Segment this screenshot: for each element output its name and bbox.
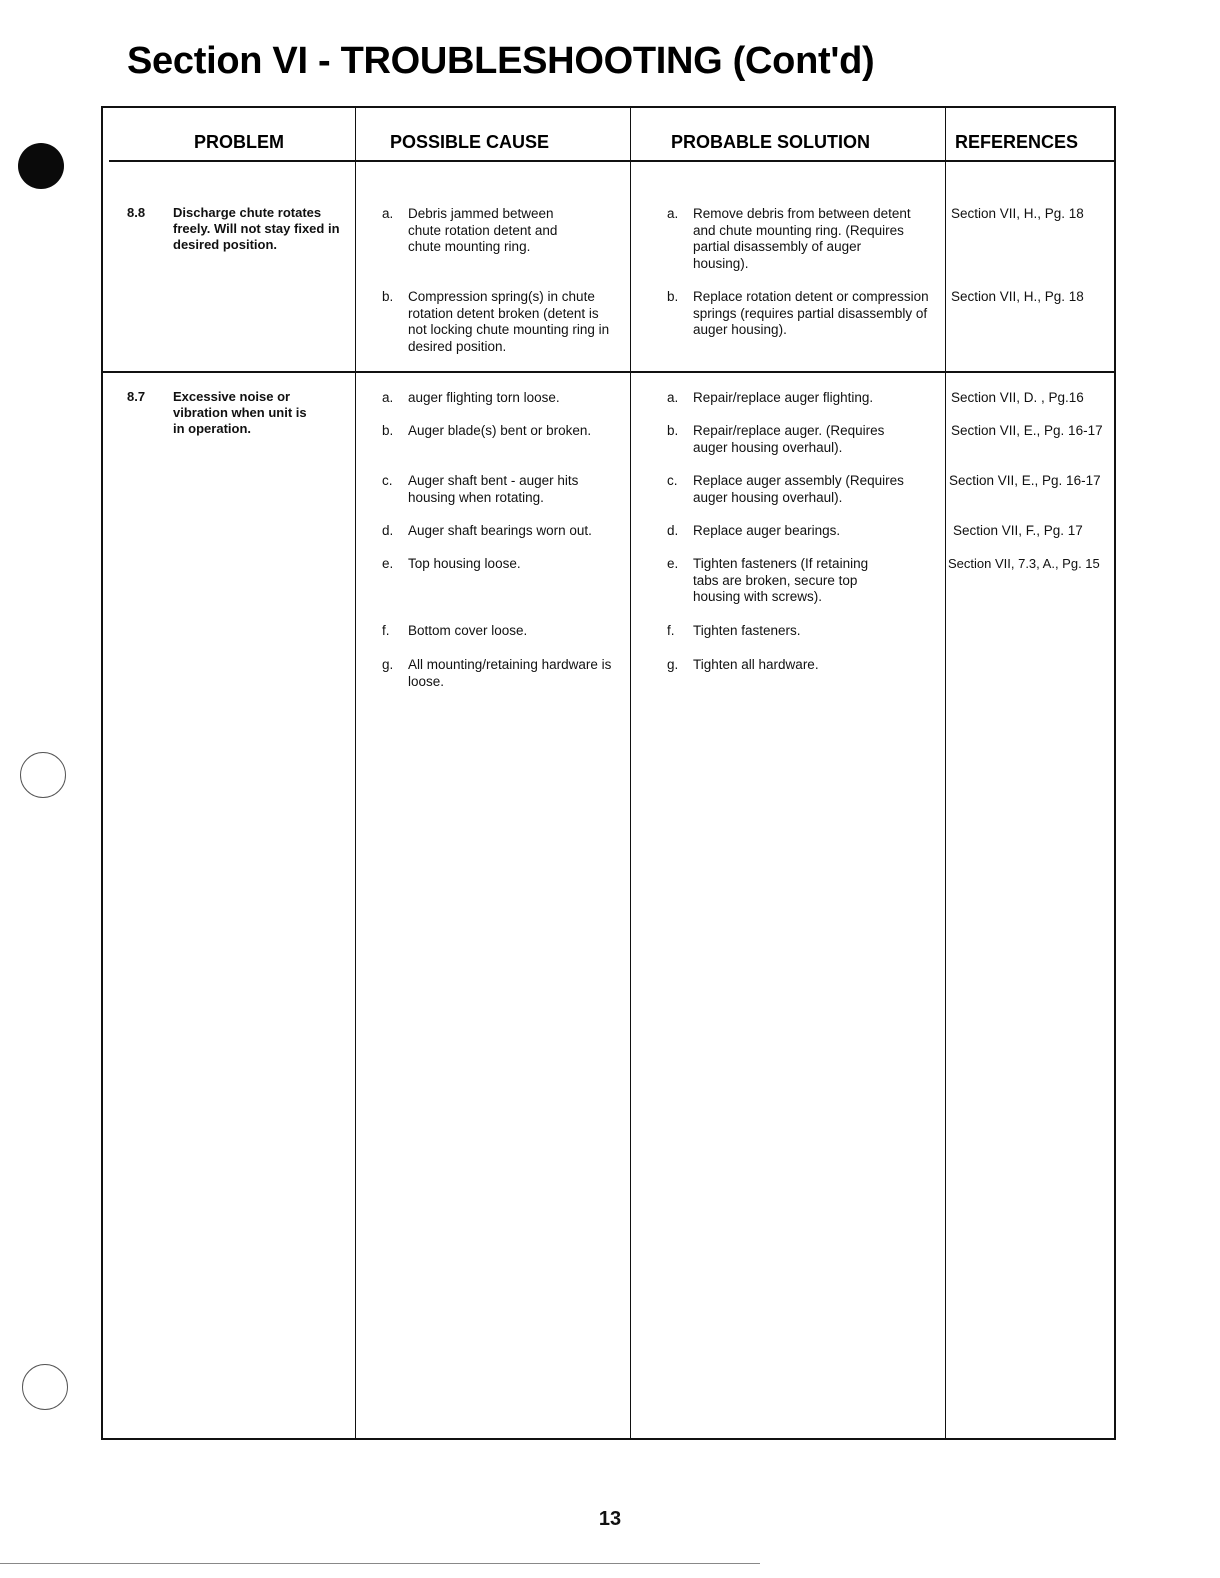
item-letter: b. [382, 423, 394, 438]
row-number: 8.7 [127, 389, 146, 404]
solution-item [667, 206, 917, 272]
solution-item [667, 523, 937, 540]
binder-hole-filled [18, 143, 64, 189]
cause-text: Debris jammed between chute rotation detent and chute mounting ring. [408, 206, 558, 254]
item-letter: e. [667, 556, 679, 571]
bottom-rule [0, 1563, 760, 1564]
cause-item [382, 623, 622, 640]
item-letter: b. [667, 289, 679, 304]
solution-text: Replace rotation detent or compression springs (requires partial disassembly of auger housing). [693, 289, 929, 337]
solution-text: Tighten all hardware. [693, 657, 819, 672]
header-probable-solution: PROBABLE SOLUTION [671, 132, 871, 152]
header-possible-cause: POSSIBLE CAUSE [390, 132, 550, 152]
cause-text: Auger blade(s) bent or broken. [408, 423, 592, 438]
item-letter: a. [667, 390, 679, 405]
reference-text: Section VII, E., Pg. 16-17 [951, 423, 1103, 438]
cause-text: auger flighting torn loose. [408, 390, 560, 405]
page-title: Section VI - TROUBLESHOOTING (Cont'd) [127, 40, 875, 82]
page-number: 13 [598, 1508, 622, 1530]
solution-text: Replace auger bearings. [693, 523, 841, 538]
item-letter: a. [382, 390, 394, 405]
header-references: REFERENCES [955, 132, 1079, 152]
cause-text: Compression spring(s) in chute rotation detent broken (detent is not locking chute mounting ring in desired position. [408, 289, 610, 354]
cause-item [382, 473, 597, 506]
cause-item [382, 556, 622, 573]
row-rule [103, 371, 1114, 373]
item-letter: c. [382, 473, 393, 488]
reference-text: Section VII, H., Pg. 18 [951, 289, 1084, 304]
reference-text: Section VII, F., Pg. 17 [953, 523, 1083, 538]
item-letter: g. [667, 657, 679, 672]
cause-text: Bottom cover loose. [408, 623, 528, 638]
cause-text: Top housing loose. [408, 556, 521, 571]
item-letter: a. [667, 206, 679, 221]
column-divider [630, 108, 631, 1438]
cause-item [382, 206, 562, 256]
binder-hole-ring [22, 1364, 68, 1410]
cause-item [382, 390, 622, 407]
reference-text: Section VII, H., Pg. 18 [951, 206, 1084, 221]
item-letter: f. [382, 623, 390, 638]
column-divider [355, 108, 356, 1438]
header-rule [109, 160, 1114, 162]
solution-item [667, 473, 919, 506]
solution-item [667, 289, 939, 339]
item-letter: a. [382, 206, 394, 221]
solution-text: Remove debris from between detent and chute mounting ring. (Requires partial disassembly of auger housing). [693, 206, 911, 271]
item-letter: d. [667, 523, 679, 538]
solution-text: Tighten fasteners. [693, 623, 801, 638]
solution-text: Repair/replace auger flighting. [693, 390, 874, 405]
troubleshooting-table [101, 106, 1116, 1440]
cause-item [382, 523, 622, 540]
reference-text: Section VII, 7.3, A., Pg. 15 [948, 556, 1100, 571]
item-letter: d. [382, 523, 394, 538]
reference-text: Section VII, D. , Pg.16 [951, 390, 1084, 405]
cause-item [382, 289, 620, 355]
item-letter: e. [382, 556, 394, 571]
cause-text: Auger shaft bent - auger hits housing when rotating. [408, 473, 579, 505]
item-letter: g. [382, 657, 394, 672]
problem-text: Discharge chute rotates freely. Will not stay fixed in desired position. [173, 205, 340, 252]
solution-text: Tighten fasteners (If retaining tabs are broken, secure top housing with screws). [693, 556, 869, 604]
item-letter: f. [667, 623, 675, 638]
solution-item [667, 390, 937, 407]
cause-item [382, 657, 622, 690]
cause-item [382, 423, 622, 440]
solution-text: Replace auger assembly (Requires auger housing overhaul). [693, 473, 904, 505]
solution-text: Repair/replace auger. (Requires auger housing overhaul). [693, 423, 885, 455]
item-letter: c. [667, 473, 678, 488]
item-letter: b. [382, 289, 394, 304]
cause-text: Auger shaft bearings worn out. [408, 523, 592, 538]
solution-item [667, 657, 937, 674]
reference-text: Section VII, E., Pg. 16-17 [949, 473, 1101, 488]
problem-text: Excessive noise or vibration when unit is in operation. [173, 389, 307, 436]
item-letter: b. [667, 423, 679, 438]
solution-item [667, 623, 937, 640]
solution-item [667, 423, 917, 456]
row-number: 8.8 [127, 205, 146, 220]
binder-hole-ring [20, 752, 66, 798]
header-problem: PROBLEM [194, 132, 284, 152]
column-divider [945, 108, 946, 1438]
solution-item [667, 556, 892, 606]
cause-text: All mounting/retaining hardware is loose. [408, 657, 612, 689]
